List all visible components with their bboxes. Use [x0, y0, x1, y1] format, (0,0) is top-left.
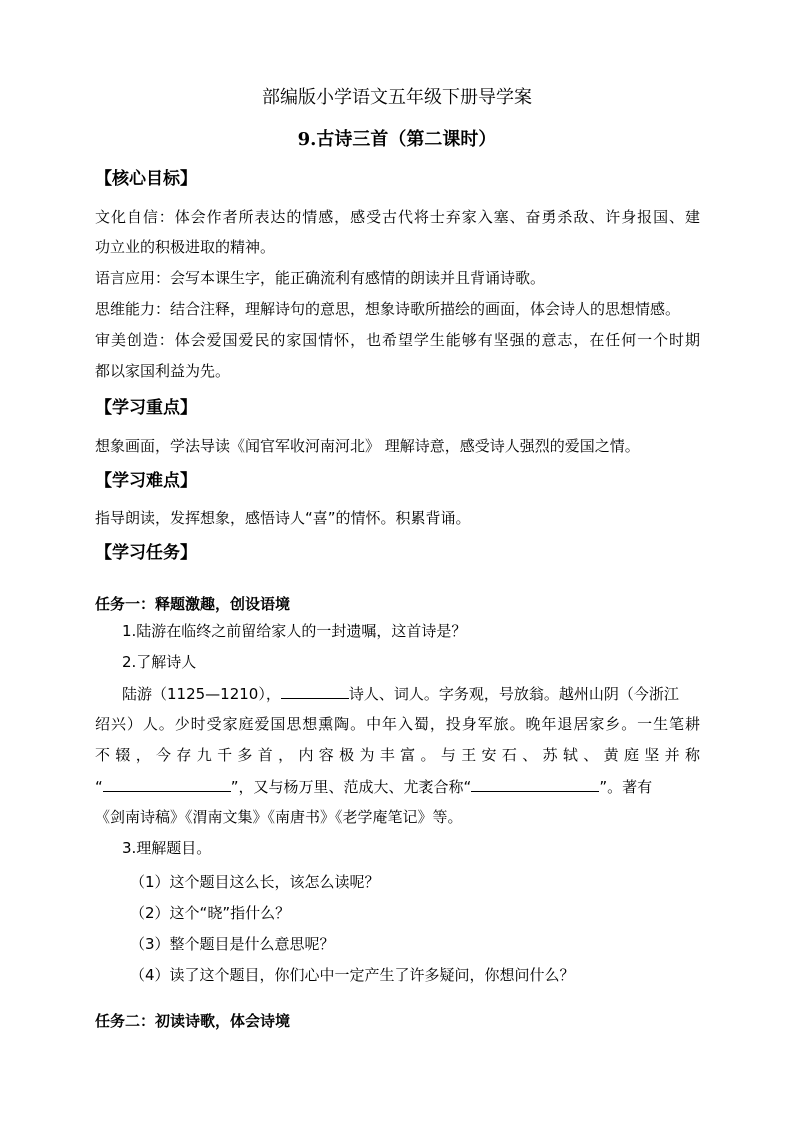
- task1-question-3: 3.理解题目。: [122, 839, 212, 857]
- goal-aesthetic-line-2: 都以家国利益为先。: [95, 362, 231, 380]
- bio-line-1-start: 陆游（1125—1210），: [122, 685, 281, 703]
- task1-sub-question-1: （1）这个题目这么长，该怎么读呢？: [130, 873, 380, 891]
- lesson-title: 9.古诗三首（第二课时）: [297, 129, 497, 150]
- difficulty-text: 指导朗读，发挥想象，感悟诗人“喜”的情怀。积累背诵。: [95, 509, 471, 527]
- goal-thinking: 思维能力：结合注释，理解诗句的意思，想象诗歌所描绘的画面，体会诗人的思想情感。: [95, 300, 681, 318]
- document-title: 部编版小学语文五年级下册导学案: [262, 87, 532, 108]
- tasks-heading: 【学习任务】: [95, 543, 197, 563]
- task1-sub-question-4: （4）读了这个题目，你们心中一定产生了许多疑问，你想问什么？: [130, 966, 575, 984]
- goal-language: 语言应用：会写本课生字，能正确流利有感情的朗读并且背诵诗歌。: [95, 269, 546, 287]
- focus-heading: 【学习重点】: [95, 398, 197, 418]
- bio-line-4-end: ”。著有: [599, 778, 653, 796]
- bio-line-5: 《剑南诗稿》《渭南文集》《南唐书》《老学庵笔记》等。: [95, 808, 463, 826]
- bio-line-1-end: 诗人、词人。字务观，号放翁。越州山阴（今浙江: [348, 685, 679, 703]
- bio-line-1: [122, 683, 700, 704]
- bio-line-2: 绍兴）人。少时受家庭爱国思想熏陶。中年入蜀，投身军旅。晚年退居家乡。一生笔耕: [95, 715, 700, 733]
- task2-title: 任务二：初读诗歌，体会诗境: [95, 1012, 291, 1030]
- task1-question-1: 1.陆游在临终之前留给家人的一封遗嘱，这首诗是？: [122, 622, 467, 640]
- focus-text: 想象画面，学法导读《闻官军收河南河北》 理解诗意，感受诗人强烈的爱国之情。: [95, 437, 640, 455]
- bio-line-4-middle: ”，又与杨万里、范成大、尤袤合称“: [230, 778, 472, 796]
- fill-blank-era[interactable]: [281, 683, 349, 699]
- bio-line-4-open-quote: “: [95, 778, 103, 796]
- fill-blank-group-1[interactable]: [103, 776, 231, 792]
- task1-sub-question-3: （3）整个题目是什么意思呢？: [130, 935, 335, 953]
- goal-culture-line-1: 文化自信：体会作者所表达的情感，感受古代将士弃家入塞、奋勇杀敌、许身报国、建: [95, 208, 700, 226]
- core-goals-heading: 【核心目标】: [95, 169, 197, 189]
- task1-sub-question-2: （2）这个“晓”指什么？: [130, 904, 291, 922]
- goal-aesthetic-line-1: 审美创造：体会爱国爱民的家国情怀，也希望学生能够有坚强的意志，在任何一个时期: [95, 331, 700, 349]
- bio-line-3: 不辍，今存九千多首，内容极为丰富。与王安石、苏轼、黄庭坚并称: [95, 746, 700, 764]
- task1-question-2: 2.了解诗人: [122, 653, 197, 671]
- difficulty-heading: 【学习难点】: [95, 471, 197, 491]
- task1-title: 任务一：释题激趣，创设语境: [95, 595, 291, 613]
- goal-culture-line-2: 功立业的积极进取的精神。: [95, 238, 276, 256]
- bio-line-4: [95, 776, 700, 797]
- fill-blank-group-2[interactable]: [471, 776, 599, 792]
